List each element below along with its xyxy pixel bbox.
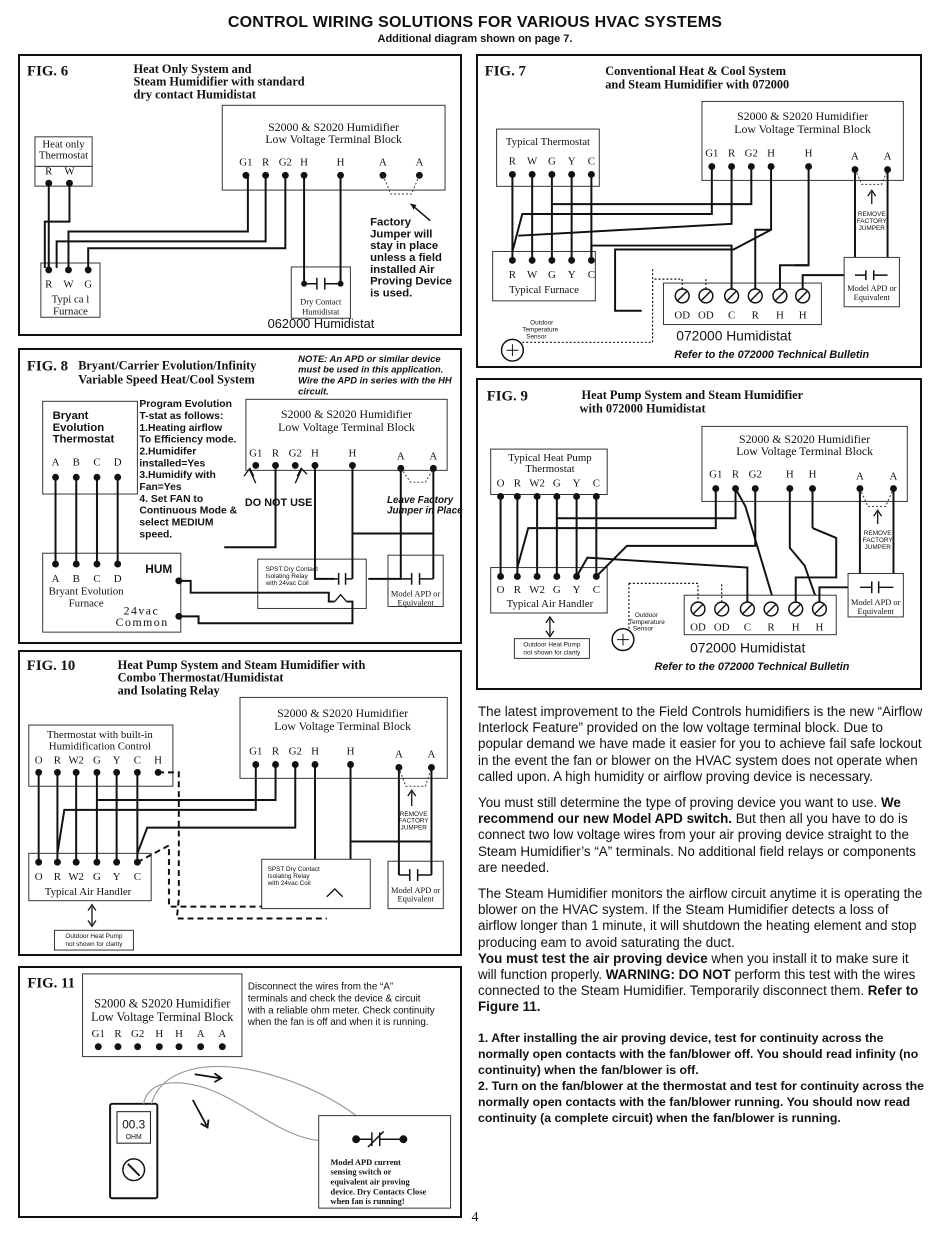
diagram-label: FACTORY bbox=[862, 536, 893, 544]
diagram-label: O bbox=[496, 584, 505, 597]
diagram-label: Model APD or bbox=[847, 283, 897, 293]
arrow-icon bbox=[195, 1073, 222, 1082]
diagram-label: installed Air bbox=[370, 263, 435, 276]
diagram-label: R bbox=[513, 477, 521, 490]
diagram-label: C bbox=[592, 584, 600, 597]
diagram-label: Outdoor bbox=[634, 611, 658, 619]
diagram-label: R bbox=[767, 621, 775, 634]
diagram-label: A bbox=[51, 572, 60, 585]
diagram-label: and Isolating Relay bbox=[117, 683, 220, 698]
fig7-panel bbox=[476, 54, 922, 368]
diagram-label: equivalent air proving bbox=[330, 1177, 410, 1187]
diagram-label: G bbox=[547, 269, 556, 282]
paragraph: You must test the air proving device when you install it to make sure it will function properly. WARNING: DO NOT perform this test with the wires connected to the Steam Humidifier. Temporarily disconnect them. Refer to Figure 11. bbox=[478, 950, 919, 1015]
diagram-label: Wire the APD in series with the HH bbox=[298, 375, 452, 386]
fig9-diagram bbox=[478, 380, 920, 688]
diagram-label: O bbox=[496, 477, 505, 490]
diagram-label: G1 bbox=[709, 468, 723, 481]
fig11-diagram bbox=[20, 968, 460, 1216]
diagram-label: with a reliable ohm meter. Check continuity bbox=[247, 1005, 435, 1017]
fig11-panel bbox=[18, 966, 462, 1218]
terminal-block-title: S2000 & S2020 Humidifier bbox=[268, 119, 400, 134]
diagram-label: H bbox=[311, 745, 319, 758]
diagram-label: Evolution bbox=[52, 421, 105, 434]
diagram-label: Typical Air Handler bbox=[44, 885, 132, 898]
diagram-label: C bbox=[93, 456, 101, 469]
diagram-label: R bbox=[731, 468, 740, 481]
diagram-label: To Efficiency mode. bbox=[139, 434, 237, 446]
diagram-label: H bbox=[155, 1027, 164, 1040]
diagram-label: W bbox=[63, 278, 74, 291]
diagram-label: R bbox=[271, 745, 280, 758]
diagram-label: Typical Thermostat bbox=[505, 135, 591, 148]
diagram-label: R bbox=[271, 447, 280, 460]
furnace-label: Typi ca l bbox=[51, 293, 90, 306]
diagram-label: R bbox=[53, 754, 62, 767]
diagram-label: A bbox=[396, 450, 405, 463]
diagram-label: Common bbox=[115, 615, 169, 630]
diagram-label: A bbox=[889, 470, 898, 483]
diagram-label: C bbox=[93, 572, 101, 585]
diagram-label: Sensor bbox=[632, 625, 654, 633]
diagram-label: W bbox=[527, 269, 538, 282]
diagram-label: C bbox=[587, 155, 596, 168]
diagram-label: H bbox=[798, 309, 807, 322]
diagram-label: Sensor bbox=[526, 333, 547, 341]
diagram-label: OHM bbox=[125, 1134, 142, 1142]
diagram-label: 4. Set FAN to bbox=[139, 493, 204, 505]
diagram-label: G bbox=[552, 584, 561, 597]
diagram-label: H bbox=[808, 468, 817, 481]
diagram-label: when fan is running! bbox=[330, 1197, 405, 1207]
diagram-label: A bbox=[851, 150, 859, 163]
diagram-label: Model APD or bbox=[391, 885, 441, 895]
terminal-block-subtitle: Low Voltage Terminal Block bbox=[265, 131, 402, 146]
diagram-label: A bbox=[883, 150, 892, 163]
body-text bbox=[478, 704, 928, 1126]
diagram-label: device. Dry Contacts Close bbox=[330, 1187, 427, 1197]
diagram-label: C bbox=[592, 477, 600, 490]
diagram-label: Low Voltage Terminal Block bbox=[736, 444, 874, 459]
fig10-label: FIG. 10 bbox=[26, 657, 76, 674]
diagram-label: REMOVE bbox=[863, 529, 892, 537]
diagram-label: OD bbox=[674, 309, 691, 322]
humidistat-model: 072000 Humidistat bbox=[690, 639, 806, 656]
diagram-label: A bbox=[394, 748, 403, 761]
document-subtitle: Additional diagram shown on page 7. bbox=[377, 33, 573, 45]
diagram-label: Outdoor Heat Pump bbox=[523, 641, 581, 649]
diagram-label: Bryant bbox=[52, 410, 89, 423]
diagram-label: NOTE: An APD or similar device bbox=[298, 353, 441, 364]
diagram-label: 3.Humidify with bbox=[139, 470, 216, 482]
fig6-panel bbox=[18, 54, 462, 336]
diagram-label: Equivalent bbox=[397, 894, 434, 904]
diagram-label: not shown for clarity bbox=[523, 649, 581, 657]
diagram-label: Leave Factory bbox=[386, 494, 454, 506]
paragraph: The latest improvement to the Field Controls humidifiers is the new “Airflow Interlock Feature” provided on the low voltage terminal block. Due to popular demand we have made it easier for you to achieve fail safe lockout in the event the fan or blower on the HVAC system does not operate when called upon. A high humidity or airflow proving device is necessary. bbox=[478, 704, 923, 784]
diagram-label: H bbox=[767, 147, 775, 160]
term-label: H bbox=[336, 156, 345, 169]
diagram-label: Disconnect the wires from the “A” bbox=[247, 981, 394, 993]
diagram-label: Model APD or bbox=[851, 598, 901, 608]
document-title: CONTROL WIRING SOLUTIONS FOR VARIOUS HVAC SYSTEMS bbox=[227, 14, 723, 31]
term-label: A bbox=[379, 156, 387, 169]
diagram-label: Dry Contact bbox=[300, 297, 342, 307]
diagram-label: H bbox=[804, 147, 813, 160]
term-label: A bbox=[415, 156, 424, 169]
diagram-label: Humidification Control bbox=[48, 740, 151, 753]
diagram-label: OD bbox=[713, 621, 730, 634]
diagram-label: G2 bbox=[288, 447, 302, 460]
diagram-label: O bbox=[34, 754, 43, 767]
diagram-label: C bbox=[133, 754, 141, 767]
diagram-label: Equivalent bbox=[397, 598, 434, 608]
diagram-label: HUM bbox=[145, 561, 173, 576]
diagram-label: FACTORY bbox=[856, 217, 887, 225]
diagram-label: O bbox=[34, 870, 43, 883]
diagram-label: D bbox=[113, 572, 122, 585]
diagram-label: Conventional Heat & Cool System bbox=[605, 63, 787, 78]
meter-reading: 00.3 bbox=[122, 1117, 146, 1132]
step-2: 2. Turn on the fan/blower at the thermostat and test for continuity across the normally open contacts with the fan/blower running. You should now read continuity (a complete circuit) when the fan/blower is running. bbox=[478, 1078, 924, 1125]
diagram-label: G bbox=[84, 278, 93, 291]
diagram-label: SPST Dry Contact bbox=[265, 565, 318, 573]
diagram-label: R bbox=[508, 269, 517, 282]
diagram-label: R bbox=[45, 165, 53, 178]
diagram-label: R bbox=[727, 147, 736, 160]
diagram-label: Model APD current bbox=[330, 1157, 401, 1167]
fig7-diagram bbox=[478, 56, 920, 366]
arrow-icon bbox=[874, 510, 882, 524]
diagram-label: Y bbox=[572, 584, 581, 597]
diagram-label: when the fan is off and when it is running. bbox=[247, 1017, 429, 1029]
diagram-label: Thermostat bbox=[52, 433, 115, 446]
diagram-label: B bbox=[72, 572, 80, 585]
paragraph: You must still determine the type of proving device you want to use. We recommend our new Model APD switch. But then all you have to do is connect two low voltage wires from your air proving device straight to the Steam Humidifier’s “A” terminals. No additional field relays or components are needed. bbox=[478, 795, 916, 875]
diagram-label: S2000 & S2020 Humidifier bbox=[94, 996, 231, 1011]
diagram-label: Bryant/Carrier Evolution/Infinity bbox=[78, 358, 257, 373]
diagram-label: R bbox=[45, 278, 53, 291]
fig9-panel bbox=[476, 378, 922, 690]
diagram-label: Isolating Relay bbox=[265, 572, 308, 580]
diagram-label: 2.Humidifer bbox=[139, 446, 197, 458]
diagram-label: B bbox=[72, 456, 80, 469]
diagram-label: A bbox=[855, 470, 864, 483]
diagram-label: Low Voltage Terminal Block bbox=[274, 718, 412, 733]
diagram-label: W bbox=[527, 155, 538, 168]
diagram-label: REMOVE bbox=[857, 210, 886, 218]
diagram-label: H bbox=[348, 447, 357, 460]
diagram-label: S2000 & S2020 Humidifier bbox=[280, 407, 413, 422]
diagram-label: Combo Thermostat/Humidistat bbox=[117, 670, 284, 685]
diagram-label: W2 bbox=[529, 477, 545, 490]
fig7-label: FIG. 7 bbox=[484, 63, 526, 80]
diagram-label: SPST Dry Contact bbox=[267, 866, 320, 874]
term-label: H bbox=[300, 156, 308, 169]
diagram-label: G bbox=[92, 754, 101, 767]
diagram-label: with 072000 Humidistat bbox=[579, 401, 706, 416]
diagram-label: W2 bbox=[68, 754, 85, 767]
bulletin-note: Refer to the 072000 Technical Bulletin bbox=[654, 661, 850, 674]
fig8-label: FIG. 8 bbox=[26, 358, 68, 375]
diagram-label: C bbox=[743, 621, 751, 634]
diagram-label: Temperature bbox=[628, 618, 665, 626]
diagram-label: R bbox=[114, 1027, 122, 1040]
diagram-label: Typical Heat Pump bbox=[508, 451, 592, 464]
thermostat-label: Thermostat bbox=[38, 149, 89, 162]
diagram-label: G bbox=[547, 155, 556, 168]
arrow-icon bbox=[408, 790, 416, 806]
diagram-label: S2000 & S2020 Humidifier bbox=[737, 109, 869, 124]
diagram-label: W2 bbox=[529, 584, 545, 597]
term-label: R bbox=[262, 156, 270, 169]
diagram-label: Variable Speed Heat/Cool System bbox=[78, 372, 255, 387]
diagram-label: C bbox=[727, 309, 736, 322]
furnace-label: Furnace bbox=[53, 305, 88, 318]
diagram-label: H bbox=[175, 1027, 183, 1040]
diagram-label: H bbox=[791, 621, 800, 634]
diagram-label: G bbox=[552, 477, 561, 490]
diagram-label: H bbox=[785, 468, 794, 481]
diagram-label: D bbox=[113, 456, 122, 469]
diagram-label: Low Voltage Terminal Block bbox=[734, 122, 872, 137]
diagram-label: Bryant Evolution bbox=[48, 585, 124, 598]
fig6-label: FIG. 6 bbox=[27, 63, 69, 80]
diagram-label: G1 bbox=[249, 447, 263, 460]
fig6-title-line: Steam Humidifier with standard bbox=[133, 74, 305, 89]
diagram-label: Y bbox=[567, 155, 576, 168]
arrow-icon bbox=[88, 905, 96, 927]
test-steps bbox=[478, 1030, 928, 1126]
diagram-label: A bbox=[51, 456, 60, 469]
diagram-label: G1 bbox=[249, 745, 263, 758]
diagram-label: 1.Heating airflow bbox=[139, 422, 223, 434]
diagram-label: 24vac bbox=[123, 603, 160, 618]
arrow-icon bbox=[546, 617, 554, 637]
fig6-title-line: Heat Only System and bbox=[133, 61, 252, 76]
diagram-label: JUMPER bbox=[858, 224, 885, 232]
diagram-label: S2000 & S2020 Humidifier bbox=[277, 706, 409, 721]
diagram-label: Factory bbox=[370, 216, 412, 229]
diagram-label: JUMPER bbox=[864, 543, 891, 551]
diagram-label: Typical Furnace bbox=[509, 283, 579, 296]
diagram-label: A bbox=[427, 748, 436, 761]
diagram-label: W2 bbox=[68, 870, 85, 883]
diagram-label: W bbox=[64, 165, 75, 178]
diagram-label: installed=Yes bbox=[139, 458, 206, 470]
diagram-label: H bbox=[311, 447, 319, 460]
bulletin-note: Refer to the 072000 Technical Bulletin bbox=[674, 349, 870, 362]
fig9-label: FIG. 9 bbox=[486, 388, 528, 405]
diagram-label: terminals and check the device & circuit bbox=[247, 993, 421, 1005]
diagram-label: G2 bbox=[744, 147, 758, 160]
diagram-label: Temperature bbox=[522, 326, 559, 334]
fig10-diagram bbox=[20, 652, 460, 954]
diagram-label: Model APD or bbox=[390, 589, 441, 599]
diagram-label: Typical Air Handler bbox=[506, 598, 594, 611]
diagram-label: R bbox=[508, 155, 517, 168]
fig9-072000-humidistat bbox=[684, 595, 836, 634]
diagram-label: with 24vac Coil bbox=[267, 879, 311, 887]
diagram-label: OD bbox=[690, 621, 706, 634]
arrow-icon bbox=[868, 190, 876, 204]
term-label: G1 bbox=[239, 156, 253, 169]
diagram-label: select MEDIUM bbox=[139, 517, 214, 529]
diagram-label: G1 bbox=[91, 1027, 105, 1040]
term-label: G2 bbox=[278, 156, 292, 169]
diagram-label: Low Voltage Terminal Block bbox=[91, 1010, 234, 1025]
diagram-label: A bbox=[196, 1027, 205, 1040]
diagram-label: Jumper will bbox=[370, 228, 433, 241]
diagram-label: REMOVE bbox=[399, 810, 428, 818]
diagram-label: Furnace bbox=[68, 597, 104, 610]
diagram-label: A bbox=[218, 1027, 227, 1040]
diagram-label: Y bbox=[112, 754, 121, 767]
diagram-label: Outdoor Heat Pump bbox=[65, 933, 123, 941]
diagram-label: Equivalent bbox=[857, 606, 894, 616]
diagram-label: Equivalent bbox=[853, 292, 890, 302]
diagram-label: Fan=Yes bbox=[139, 482, 182, 494]
diagram-label: Isolating Relay bbox=[267, 873, 310, 881]
diagram-label: R bbox=[53, 870, 62, 883]
diagram-label: Jumper in Place bbox=[386, 505, 463, 517]
diagram-label: Proving Device bbox=[370, 275, 452, 288]
diagram-label: C bbox=[133, 870, 141, 883]
diagram-label: A bbox=[429, 450, 438, 463]
diagram-label: must be used in this application. bbox=[298, 364, 444, 375]
diagram-label: JUMPER bbox=[400, 824, 427, 832]
diagram-label: H bbox=[154, 754, 163, 767]
fig6-title-line: dry contact Humidistat bbox=[133, 87, 256, 102]
diagram-label: Y bbox=[572, 477, 581, 490]
diagram-label: H bbox=[776, 309, 784, 322]
diagram-label: Low Voltage Terminal Block bbox=[278, 419, 415, 434]
diagram-label: S2000 & S2020 Humidifier bbox=[739, 432, 871, 447]
diagram-label: Program Evolution bbox=[139, 399, 232, 411]
page-number: 4 bbox=[471, 1210, 479, 1225]
diagram-label: G2 bbox=[288, 745, 302, 758]
humidistat-model: 062000 Humidistat bbox=[267, 316, 375, 332]
thermostat-label: Heat only bbox=[42, 138, 85, 151]
diagram-label: H bbox=[346, 745, 355, 758]
diagram-label: Thermostat bbox=[525, 462, 575, 475]
diagram-label: not shown for clarity bbox=[65, 941, 123, 949]
diagram-label: sensing switch or bbox=[330, 1167, 392, 1177]
fig6-diagram bbox=[20, 56, 460, 334]
diagram-label: G2 bbox=[748, 468, 762, 481]
diagram-label: Heat Pump System and Steam Humidifier bbox=[581, 387, 804, 402]
fig8-diagram bbox=[20, 350, 463, 642]
diagram-label: Continuous Mode & bbox=[139, 505, 238, 517]
diagram-label: Outdoor bbox=[530, 319, 554, 327]
diagram-label: OD bbox=[698, 309, 714, 322]
diagram-label: is used. bbox=[370, 287, 413, 300]
step-1: 1. After installing the air proving device, test for continuity across the normally open contacts with the fan/blower off. You should read infinity (no continuity) when the fan/blower is off. bbox=[478, 1030, 919, 1077]
fig6-terminal-block bbox=[222, 105, 445, 190]
diagram-label: unless a field bbox=[370, 252, 442, 265]
paragraph: The Steam Humidifier monitors the airflow circuit anytime it is operating the blower on the HVAC system. If the Steam Humidifier detects a loss of airflow longer than 1 minute, it will shutdown the heating element and stop producing eam to avoid saturating the duct. bbox=[478, 886, 923, 950]
diagram-label: T-stat as follows: bbox=[139, 411, 224, 423]
diagram-label: speed. bbox=[139, 529, 173, 541]
diagram-label: Thermostat with built-in bbox=[46, 728, 153, 741]
diagram-label: R bbox=[513, 584, 521, 597]
page-header bbox=[0, 14, 950, 45]
arrow-icon bbox=[193, 1100, 209, 1128]
diagram-label: R bbox=[751, 309, 759, 322]
humidistat-model: 072000 Humidistat bbox=[676, 327, 792, 344]
diagram-label: Y bbox=[567, 269, 576, 282]
fig10-panel bbox=[18, 650, 462, 956]
diagram-label: G2 bbox=[131, 1027, 145, 1040]
diagram-label: with 24vac Coil bbox=[265, 579, 309, 587]
diagram-label: stay in place bbox=[370, 240, 439, 253]
diagram-label: FACTORY bbox=[398, 817, 429, 825]
diagram-label: Humidistat bbox=[302, 307, 340, 317]
diagram-label: Heat Pump System and Steam Humidifier with bbox=[117, 657, 366, 672]
diagram-label: G1 bbox=[705, 147, 719, 160]
diagram-label: and Steam Humidifier with 072000 bbox=[605, 77, 790, 92]
diagram-label: Y bbox=[112, 870, 121, 883]
fig11-label: FIG. 11 bbox=[27, 975, 75, 992]
diagram-label: H bbox=[815, 621, 824, 634]
diagram-label: DO NOT USE bbox=[244, 496, 313, 509]
diagram-label: circuit. bbox=[298, 386, 329, 397]
diagram-label: C bbox=[587, 269, 596, 282]
fig8-panel bbox=[18, 348, 462, 644]
diagram-label: G bbox=[92, 870, 101, 883]
